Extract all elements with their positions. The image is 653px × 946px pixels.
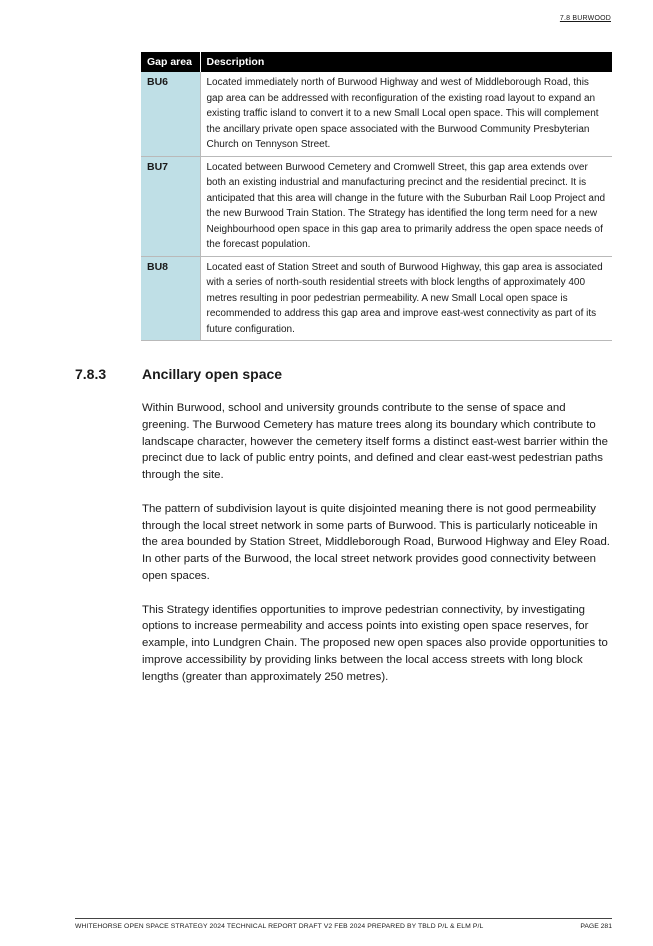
section-title: Ancillary open space	[142, 366, 283, 382]
gap-area-table	[141, 52, 612, 341]
table-row	[141, 256, 612, 341]
table-row	[141, 156, 612, 256]
section-number: 7.8.3	[75, 366, 107, 382]
footer-document-info: WHITEHORSE OPEN SPACE STRATEGY 2024 TECHNICAL REPORT DRAFT V2 FEB 2024 PREPARED BY TBLD P/L & ELM P/L	[75, 923, 484, 930]
column-header-gap-area: Gap area	[141, 52, 200, 72]
page-number: PAGE 281	[580, 923, 612, 930]
body-paragraph: Within Burwood, school and university grounds contribute to the sense of space and greening. The Burwood Cemetery has mature trees along its boundary which contribute to landscape character, however the cemetery itself forms a distinct east-west barrier within the precinct due to lack of public entry points, and defined and clear east-west pedestrian paths through the site.	[142, 402, 608, 482]
gap-area-code: BU6	[141, 72, 200, 156]
section-body	[142, 400, 614, 702]
gap-area-description: Located immediately north of Burwood Highway and west of Middleborough Road, this gap area can be addressed with reconfiguration of the existing road layout to expand an existing traffic island to convert it to a new Small Local open space. This will complement the ancillary private open space associated with the Burwood Community Presbyterian Church on Tennyson Street.	[200, 72, 612, 156]
body-paragraph: This Strategy identifies opportunities to improve pedestrian connectivity, by investigating options to increase permeability and access points into existing open space reserves, for example, into Lundgren Chain. The proposed new open spaces also provide opportunities to improve accessibility by providing links between the local access streets with long block lengths (greater than approximately 250 metres).	[142, 603, 608, 683]
table-row	[141, 72, 612, 156]
footer-divider	[75, 918, 612, 919]
gap-area-description: Located east of Station Street and south of Burwood Highway, this gap area is associated with a series of north-south residential streets with block lengths of approximately 400 metres resulting in poor pedestrian permeability. A new Small Local open space is recommended to address this gap area and improve east-west connectivity as part of its future configuration.	[200, 256, 612, 341]
running-head[interactable]: 7.8 BURWOOD	[559, 15, 611, 22]
gap-area-code: BU7	[141, 156, 200, 256]
body-paragraph: The pattern of subdivision layout is quite disjointed meaning there is not good permeability through the local street network in some parts of Burwood. This is particularly noticeable in the area bounded by Station Street, Middleborough Road, Burwood Highway and Eley Road. In other parts of the Burwood, the local street network provides good connectivity between open spaces.	[142, 502, 610, 582]
gap-area-code: BU8	[141, 256, 200, 341]
table-header-row	[141, 52, 612, 72]
column-header-description: Description	[200, 52, 612, 72]
gap-area-description: Located between Burwood Cemetery and Cromwell Street, this gap area extends over both an existing industrial and manufacturing precinct and the residential precinct. It is anticipated that this area will change in the future with the Suburban Rail Loop Project and the new Burwood Train Station. The Strategy has identified the long term need for a new Neighbourhood open space in this gap area to primarily address the open space needs of the forecast population.	[200, 156, 612, 256]
